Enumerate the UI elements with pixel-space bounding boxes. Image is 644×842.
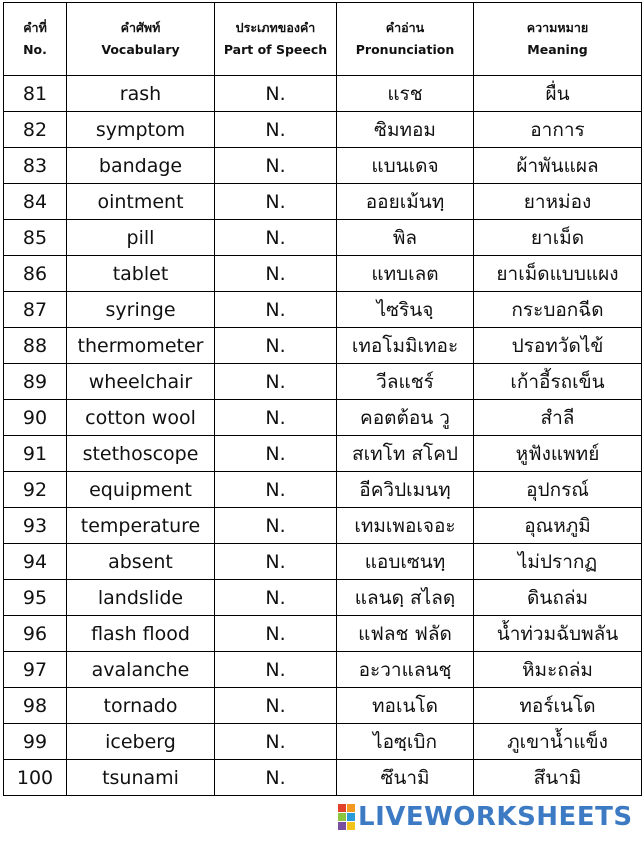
- part-of-speech: N.: [215, 616, 337, 652]
- header-no-thai: คำที่: [23, 20, 47, 35]
- table-row: [4, 616, 642, 652]
- vocabulary-word: wheelchair: [67, 364, 215, 400]
- row-number: 92: [4, 472, 67, 508]
- vocabulary-word: flash flood: [67, 616, 215, 652]
- part-of-speech: N.: [215, 184, 337, 220]
- table-row: [4, 436, 642, 472]
- part-of-speech: N.: [215, 580, 337, 616]
- table-row: [4, 652, 642, 688]
- part-of-speech: N.: [215, 688, 337, 724]
- part-of-speech: N.: [215, 148, 337, 184]
- meaning: ยาเม็ด: [474, 220, 642, 256]
- pronunciation: วีลแชร์: [337, 364, 474, 400]
- table-row: [4, 328, 642, 364]
- pronunciation: พิล: [337, 220, 474, 256]
- part-of-speech: N.: [215, 256, 337, 292]
- vocabulary-word: stethoscope: [67, 436, 215, 472]
- meaning: ทอร์เนโด: [474, 688, 642, 724]
- row-number: 86: [4, 256, 67, 292]
- row-number: 99: [4, 724, 67, 760]
- row-number: 84: [4, 184, 67, 220]
- table-row: [4, 364, 642, 400]
- part-of-speech: N.: [215, 760, 337, 796]
- part-of-speech: N.: [215, 328, 337, 364]
- row-number: 100: [4, 760, 67, 796]
- pronunciation: เทอโมมิเทอะ: [337, 328, 474, 364]
- pronunciation: แทบเลต: [337, 256, 474, 292]
- pronunciation: ซิมทอม: [337, 112, 474, 148]
- meaning: น้ำท่วมฉับพลัน: [474, 616, 642, 652]
- pronunciation: แรช: [337, 76, 474, 112]
- table-row: [4, 688, 642, 724]
- vocabulary-word: avalanche: [67, 652, 215, 688]
- table-row: [4, 112, 642, 148]
- vocabulary-word: thermometer: [67, 328, 215, 364]
- header-vocabulary-thai: คำศัพท์: [120, 20, 161, 35]
- liveworksheets-watermark: [338, 800, 633, 834]
- table-row: [4, 292, 642, 328]
- meaning: ไม่ปรากฏ: [474, 544, 642, 580]
- meaning: อุณหภูมิ: [474, 508, 642, 544]
- part-of-speech: N.: [215, 508, 337, 544]
- vocabulary-word: tablet: [67, 256, 215, 292]
- table-row: [4, 220, 642, 256]
- row-number: 85: [4, 220, 67, 256]
- pronunciation: อะวาแลนชฺ: [337, 652, 474, 688]
- meaning: ยาหม่อง: [474, 184, 642, 220]
- row-number: 94: [4, 544, 67, 580]
- header-no-english: No.: [23, 42, 47, 57]
- header-no: [4, 3, 67, 76]
- header-pronunciation-thai: คำอ่าน: [385, 20, 425, 35]
- header-vocabulary: [67, 3, 215, 76]
- pronunciation: ทอเนโด: [337, 688, 474, 724]
- vocabulary-word: iceberg: [67, 724, 215, 760]
- table-row: [4, 148, 642, 184]
- pronunciation: แลนดฺ สไลดฺ: [337, 580, 474, 616]
- vocabulary-rows: [4, 76, 642, 796]
- table-row: [4, 76, 642, 112]
- vocabulary-word: absent: [67, 544, 215, 580]
- header-vocabulary-english: Vocabulary: [101, 42, 180, 57]
- row-number: 82: [4, 112, 67, 148]
- table-row: [4, 472, 642, 508]
- vocabulary-word: landslide: [67, 580, 215, 616]
- row-number: 81: [4, 76, 67, 112]
- meaning: ภูเขาน้ำแข็ง: [474, 724, 642, 760]
- vocabulary-word: equipment: [67, 472, 215, 508]
- header-row: [4, 3, 642, 76]
- watermark-text: LIVEWORKSHEETS: [358, 802, 633, 832]
- table-row: [4, 724, 642, 760]
- meaning: ผื่น: [474, 76, 642, 112]
- row-number: 96: [4, 616, 67, 652]
- row-number: 88: [4, 328, 67, 364]
- part-of-speech: N.: [215, 76, 337, 112]
- part-of-speech: N.: [215, 472, 337, 508]
- part-of-speech: N.: [215, 220, 337, 256]
- vocabulary-word: tornado: [67, 688, 215, 724]
- meaning: เก้าอี้รถเข็น: [474, 364, 642, 400]
- pronunciation: ไซรินจฺ: [337, 292, 474, 328]
- header-pronunciation: [337, 3, 474, 76]
- meaning: ดินถล่ม: [474, 580, 642, 616]
- row-number: 95: [4, 580, 67, 616]
- row-number: 87: [4, 292, 67, 328]
- meaning: ผ้าพันแผล: [474, 148, 642, 184]
- part-of-speech: N.: [215, 724, 337, 760]
- meaning: หูฟังแพทย์: [474, 436, 642, 472]
- row-number: 97: [4, 652, 67, 688]
- vocabulary-word: symptom: [67, 112, 215, 148]
- header-meaning: [474, 3, 642, 76]
- vocabulary-word: ointment: [67, 184, 215, 220]
- part-of-speech: N.: [215, 544, 337, 580]
- part-of-speech: N.: [215, 364, 337, 400]
- table-row: [4, 544, 642, 580]
- pronunciation: แบนเดจ: [337, 148, 474, 184]
- vocabulary-word: bandage: [67, 148, 215, 184]
- table-row: [4, 508, 642, 544]
- table-row: [4, 760, 642, 796]
- part-of-speech: N.: [215, 400, 337, 436]
- pronunciation: แอบเซนทฺ: [337, 544, 474, 580]
- header-meaning-thai: ความหมาย: [526, 20, 589, 35]
- row-number: 98: [4, 688, 67, 724]
- part-of-speech: N.: [215, 292, 337, 328]
- pronunciation: เทมเพอเจอะ: [337, 508, 474, 544]
- row-number: 91: [4, 436, 67, 472]
- part-of-speech: N.: [215, 112, 337, 148]
- vocabulary-word: cotton wool: [67, 400, 215, 436]
- table-row: [4, 256, 642, 292]
- pronunciation: ซึนามิ: [337, 760, 474, 796]
- meaning: หิมะถล่ม: [474, 652, 642, 688]
- header-meaning-english: Meaning: [527, 42, 588, 57]
- table-row: [4, 184, 642, 220]
- row-number: 83: [4, 148, 67, 184]
- vocabulary-word: pill: [67, 220, 215, 256]
- row-number: 89: [4, 364, 67, 400]
- header-pronunciation-english: Pronunciation: [355, 42, 455, 57]
- liveworksheets-logo-icon: [338, 804, 355, 830]
- row-number: 93: [4, 508, 67, 544]
- pronunciation: คอตต้อน วู: [337, 400, 474, 436]
- vocabulary-table: [3, 2, 642, 796]
- part-of-speech: N.: [215, 652, 337, 688]
- pronunciation: ไอซฺเบิก: [337, 724, 474, 760]
- vocabulary-word: syringe: [67, 292, 215, 328]
- vocabulary-word: rash: [67, 76, 215, 112]
- table-row: [4, 580, 642, 616]
- meaning: สำลี: [474, 400, 642, 436]
- meaning: ยาเม็ดแบบแผง: [474, 256, 642, 292]
- vocabulary-word: temperature: [67, 508, 215, 544]
- pronunciation: อีควิปเมนทฺ: [337, 472, 474, 508]
- part-of-speech: N.: [215, 436, 337, 472]
- meaning: สึนามิ: [474, 760, 642, 796]
- meaning: อุปกรณ์: [474, 472, 642, 508]
- vocabulary-word: tsunami: [67, 760, 215, 796]
- meaning: ปรอทวัดไข้: [474, 328, 642, 364]
- row-number: 90: [4, 400, 67, 436]
- header-pos-thai: ประเภทของคำ: [235, 20, 316, 35]
- header-part-of-speech: [215, 3, 337, 76]
- table-row: [4, 400, 642, 436]
- pronunciation: สเทโท สโคป: [337, 436, 474, 472]
- pronunciation: แฟลช ฟลัด: [337, 616, 474, 652]
- meaning: กระบอกฉีด: [474, 292, 642, 328]
- header-pos-english: Part of Speech: [223, 42, 328, 57]
- pronunciation: ออยเม้นทฺ: [337, 184, 474, 220]
- meaning: อาการ: [474, 112, 642, 148]
